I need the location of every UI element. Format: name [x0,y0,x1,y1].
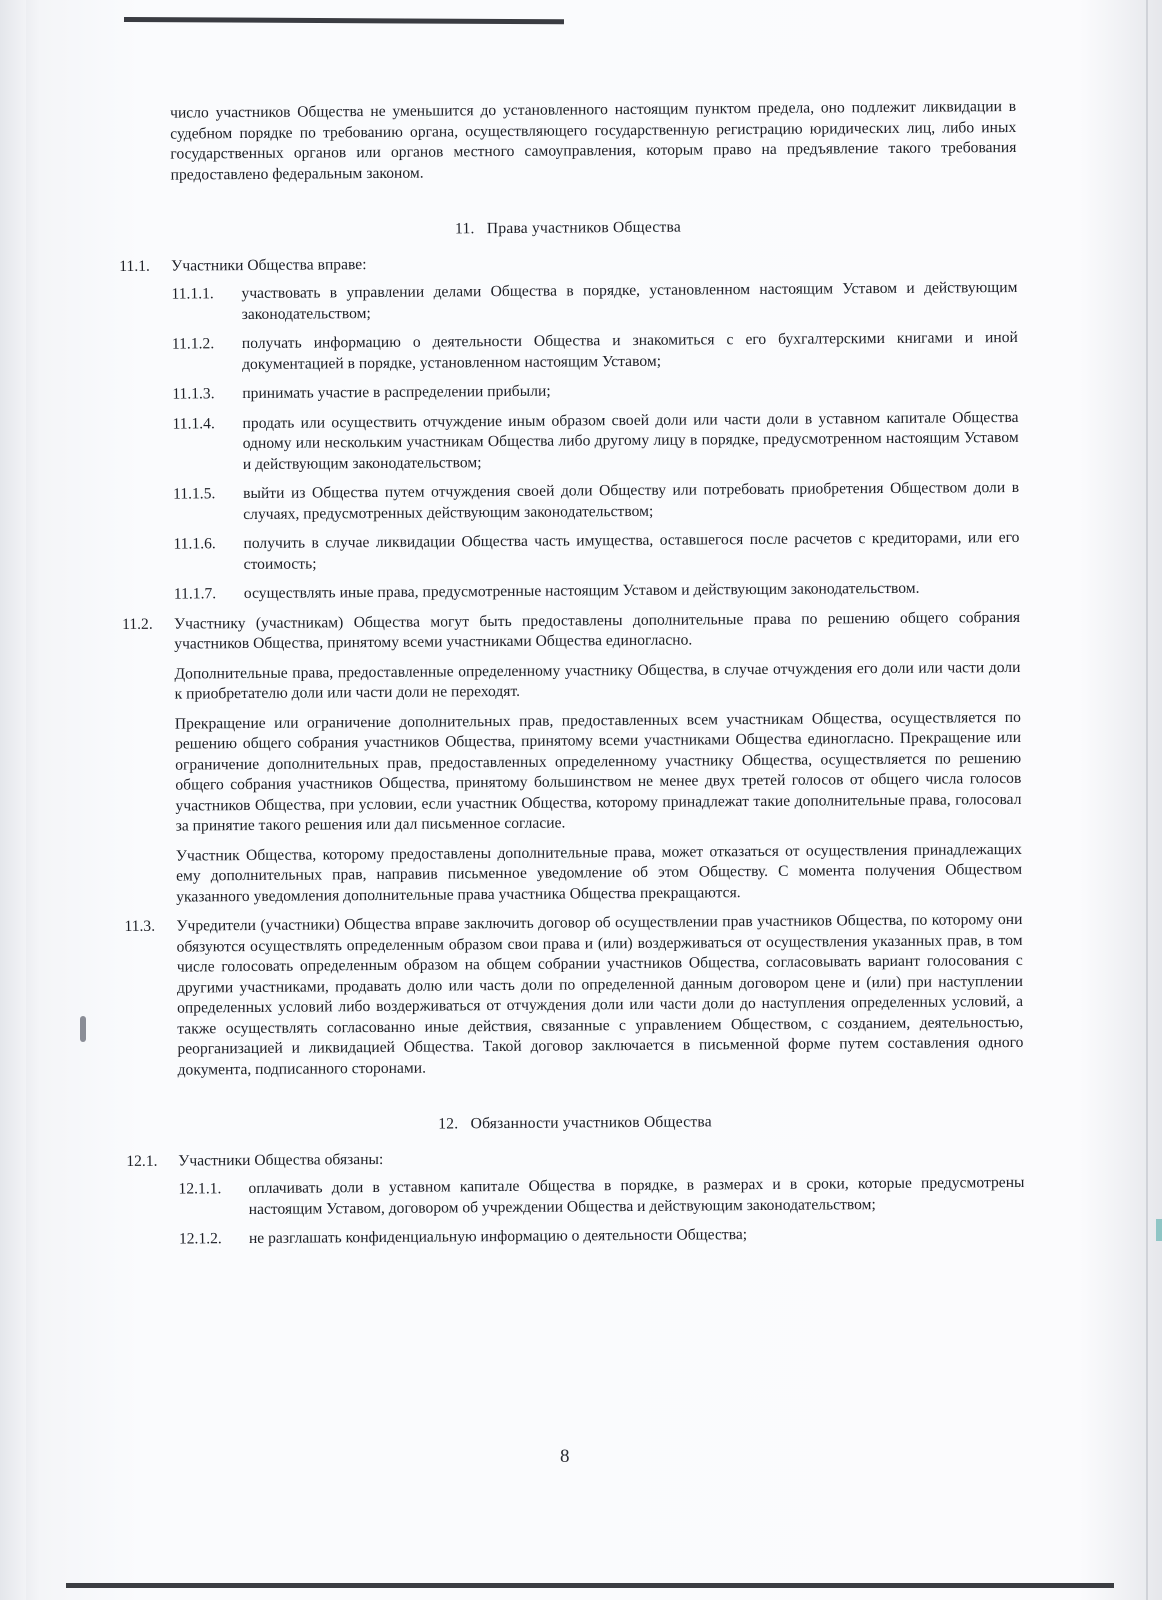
clause-number: 11.2. [122,615,153,633]
subclause-number: 11.1.6. [173,535,216,553]
clause-paragraph: Дополнительные права, предоставленные определенному участнику Общества, в случае отчуждения его доли или части доли к приобретателю доли или части доли не переходят. [174,658,1021,703]
subclause-11-1-4 [172,407,1018,475]
clause-11-2 [122,607,1022,917]
clause-number: 11.1. [119,257,150,275]
section-11-number: 11. [454,220,475,238]
clause-text: Учредители (участники) Общества вправе заключить договор об осуществлении прав участников Общества, по которому они обязуются осуществлять определенным образом свои права и (или) воздерживаться от осуществления указанных прав, в том числе голосовать определенным образом на общем собрании участников Общества, согласовывать вариант голосования с другими участниками, продавать долю или часть доли по определенной данным договором цене и (или) при наступлении определенных условий либо воздерживаться от отчуждения доли или части доли до наступления определенных условий, а также осуществлять согласованно иные действия, связанные с управлением Обществом, с созданием, деятельностью, реорганизацией и ликвидацией Общества. Такой договор заключается в письменной форме путем составления одного документа, подписанного сторонами. [176,910,1024,1079]
clause-text: Участники Общества обязаны: [178,1150,384,1170]
clause-number: 11.3. [124,917,156,935]
subclause-12-1-2 [179,1223,1025,1250]
subclause-text: выйти из Общества путем отчуждения своей доли Обществу или потребовать приобретения Обществом доли в случаях, предусмотренных действующим законодательством; [242,478,1020,523]
section-12-number: 12. [438,1115,459,1133]
footer-rule [66,1583,1114,1588]
subclause-number: 11.1.5. [172,485,216,503]
header-rule [124,17,564,24]
subclause-number: 12.1.1. [178,1180,222,1198]
subclause-11-1-2 [172,328,1018,376]
clause-text: Участники Общества вправе: [171,255,367,275]
subclause-11-1-6 [173,528,1019,576]
subclause-number: 12.1.2. [178,1230,222,1248]
clause-number: 12.1. [126,1152,158,1170]
subclause-text: получать информацию о деятельности Общества и знакомиться с его бухгалтерскими книгами и иной документацией в порядке, установленном настоящим Уставом; [241,328,1018,373]
hole-punch-mark [80,1016,86,1042]
subclause-text: участвовать в управлении делами Общества в порядке, установленном настоящим Уставом и действующим законодательством; [241,278,1018,323]
page-edge-shadow [1146,0,1148,1600]
subclause-11-1-5 [173,478,1019,526]
subclause-number: 11.1.2. [171,335,215,353]
subclause-text: продать или осуществить отчуждение иным образом своей доли или части доли в уставном капитале Общества одному или нескольким участникам Общества либо другому лицу в порядке, предусмотренном настоящим Уставом и действующим законодательством; [242,408,1019,473]
subclause-text: принимать участие в распределении прибыли; [242,382,551,403]
clause-paragraph: Участник Общества, которому предоставлены дополнительные права, может отказаться от осуществления принадлежащих ему дополнительных прав, направив письменное уведомление об этом Обществу. С момента получения Обществом указанного уведомления дополнительные права участника Общества прекращаются. [175,840,1023,906]
subclause-list-11-1 [119,278,1019,606]
subclause-11-1-7 [174,578,1020,605]
subclause-11-1-1 [171,278,1017,326]
edge-tab-marker [1156,1219,1162,1241]
subclause-text: не разглашать конфиденциальную информацию о деятельности Общества; [248,1226,748,1248]
clause-paragraph: Прекращение или ограничение дополнительных прав, предоставленных всем участникам Общества, осуществляется по решению общего собрания участников Общества, принятому всеми участниками Общества единогласно. Прекращение или ограничение дополнительных прав, предоставленных определенному участнику Общества, осуществляется по решению общего собрания участников Общества, принятому большинством не менее двух третей голосов от общего числа голосов участников Общества, при условии, если участник Общества, которому принадлежат такие дополнительные права, голосовал за принятие такого решения или дал письменное согласие. [174,708,1022,835]
subclause-number: 11.1.7. [173,585,217,603]
page-number: 8 [560,1446,570,1467]
subclause-text: осуществлять иные права, предусмотренные настоящим Уставом и действующим законодательством. [243,579,920,603]
subclause-text: оплачивать доли в уставном капитале Общества в порядке, в размерах и в сроки, которые предусмотрены настоящим Уставом, договором об учреждении Общества и действующим законодательством; [248,1173,1025,1218]
document-body [118,97,1025,1260]
subclause-text: получить в случае ликвидации Общества часть имущества, оставшегося после расчетов с кредиторами, или его стоимость; [243,528,1020,573]
subclause-number: 11.1.1. [171,285,214,303]
subclause-11-1-3 [172,378,1018,405]
section-11-title: Права участников Общества [486,218,682,238]
subclause-number: 11.1.3. [172,385,215,403]
clause-paragraph: Участнику (участникам) Общества могут быть предоставлены дополнительные права по решению общего собрания участников Общества, принятому всеми участниками Общества единогласно. [174,608,1021,653]
binding-edge [0,0,26,1600]
subclause-list-12-1 [126,1173,1025,1251]
subclause-number: 11.1.4. [172,414,215,433]
section-12-title: Обязанности участников Общества [470,1113,712,1133]
clause-11-3 [124,910,1023,1081]
subclause-12-1-1 [178,1173,1024,1221]
intro-paragraph: число участников Общества не уменьшится до установленного настоящим пунктом предела, оно подлежит ликвидации в судебном порядке по требованию органа, осуществляющего государственную регистрацию юридических лиц, либо иных государственных органов или органов местного самоуправления, которым право на предъявление такого требования предоставлено федеральным законом. [170,97,1017,184]
